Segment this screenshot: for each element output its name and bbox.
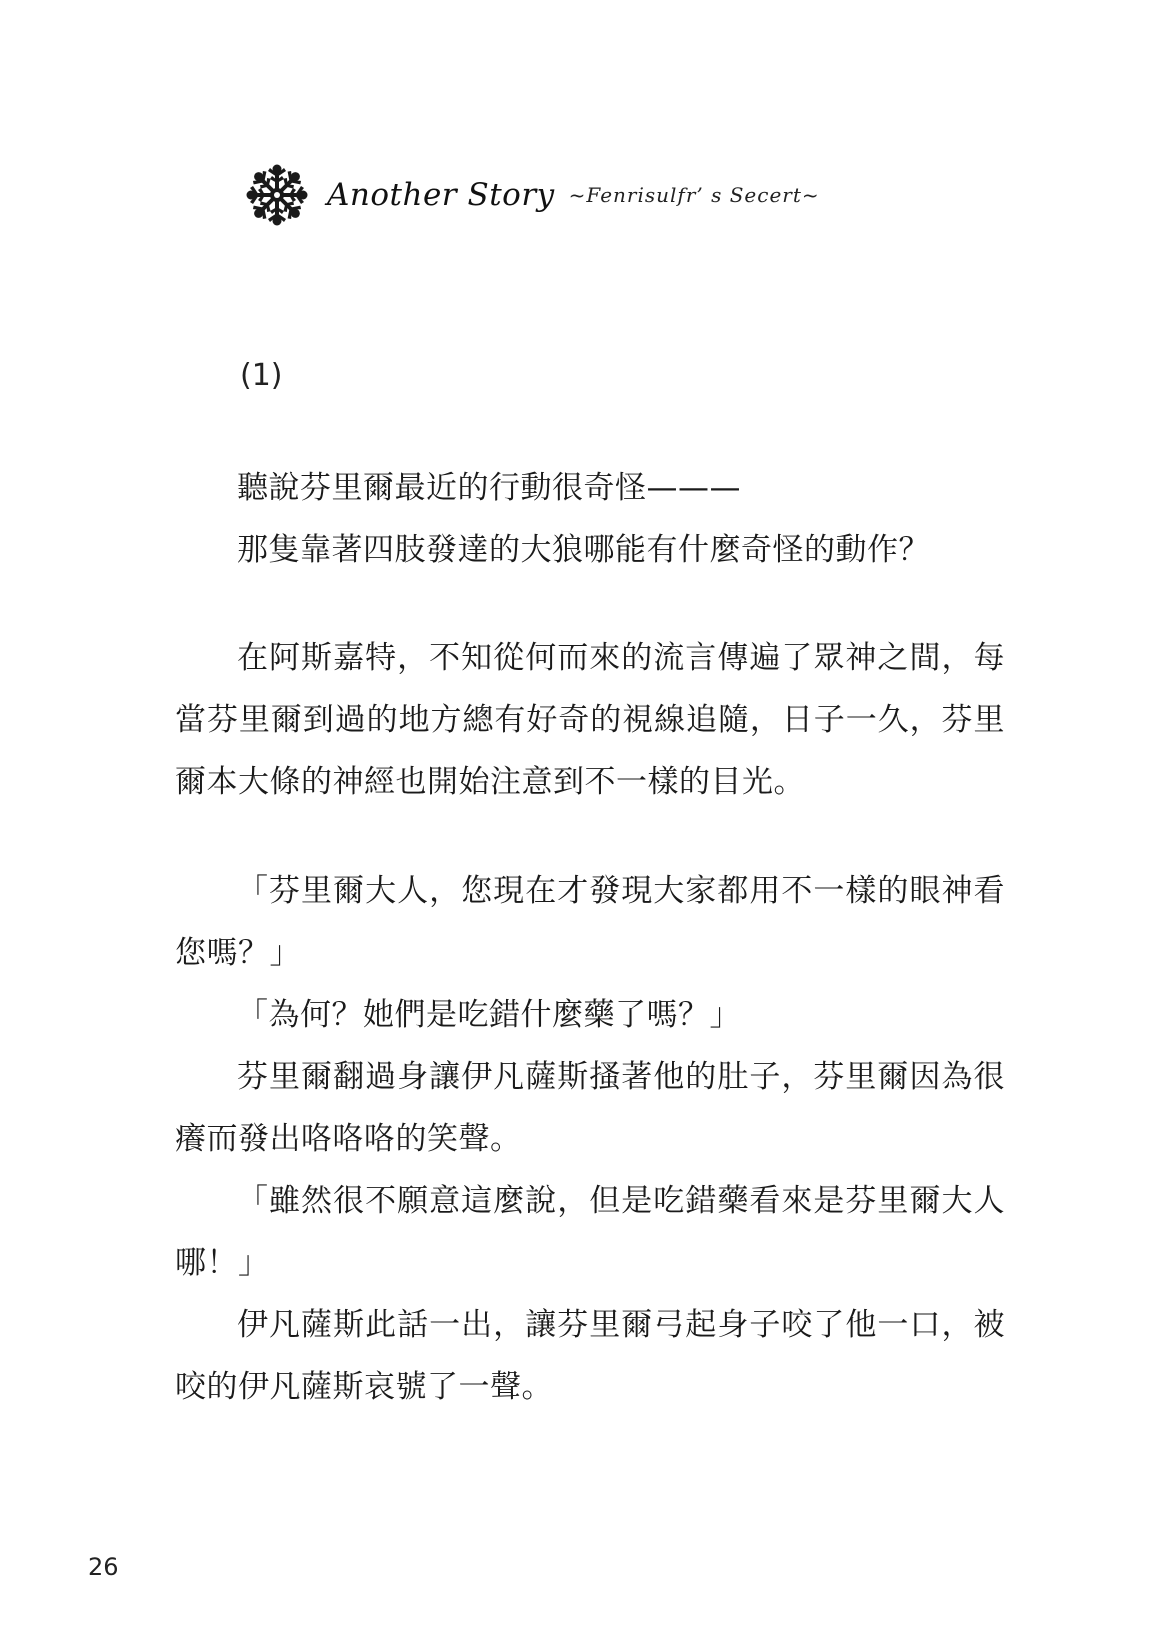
- body-text-block-3: [175, 860, 1005, 1418]
- paragraph: 「為何？她們是吃錯什麼藥了嗎？」: [237, 997, 741, 1033]
- paragraph: 聽說芬里爾最近的行動很奇怪———: [237, 470, 741, 506]
- body-text-block-2: [175, 627, 1005, 813]
- chapter-number: (1): [240, 358, 283, 393]
- paragraph: 芬里爾翻過身讓伊凡薩斯搔著他的肚子，芬里爾因為很癢而發出咯咯咯的笑聲。: [175, 1059, 1005, 1157]
- paragraph: 那隻靠著四肢發達的大狼哪能有什麼奇怪的動作？: [237, 532, 930, 568]
- paragraph: 「雖然很不願意這麼說，但是吃錯藥看來是芬里爾大人哪！」: [175, 1183, 1005, 1281]
- story-subtitle: ~Fenrisulfr’ s Secert~: [568, 183, 820, 207]
- story-title: Another Story: [327, 177, 555, 213]
- snowflake-icon: [245, 163, 309, 227]
- page-number: 26: [88, 1553, 119, 1581]
- paragraph: 伊凡薩斯此話一出，讓芬里爾弓起身子咬了他一口，被咬的伊凡薩斯哀號了一聲。: [175, 1307, 1005, 1405]
- paragraph: 在阿斯嘉特，不知從何而來的流言傳遍了眾神之間，每當芬里爾到過的地方總有好奇的視線追隨，日子一久，芬里爾本大條的神經也開始注意到不一樣的目光。: [175, 640, 1005, 800]
- story-header: [245, 160, 945, 230]
- body-text-block-1: [175, 457, 1005, 581]
- paragraph: 「芬里爾大人，您現在才發現大家都用不一樣的眼神看您嗎？」: [175, 873, 1005, 971]
